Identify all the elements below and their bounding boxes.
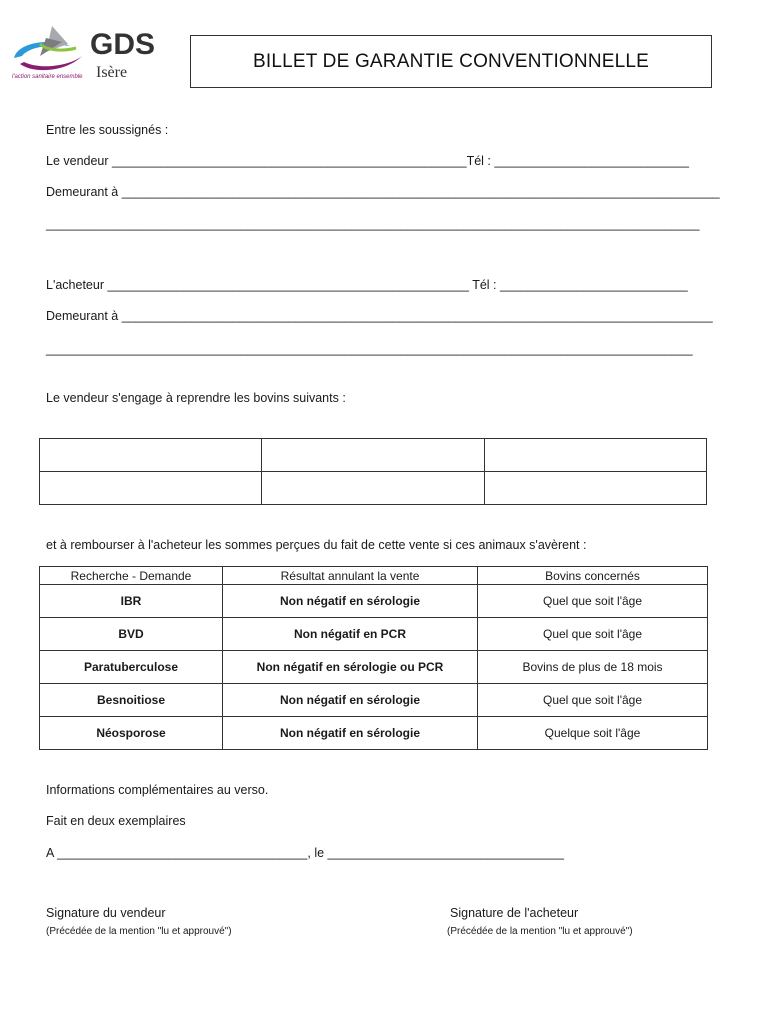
conditions-table: [39, 566, 708, 750]
table-header-row: [40, 567, 708, 585]
buyer-signature-note: (Précédée de la mention "lu et approuvé"): [447, 926, 633, 937]
engagement-text: Le vendeur s'engage à reprendre les bovins suivants :: [46, 391, 346, 405]
title-box: [190, 35, 712, 88]
table-row: [40, 585, 708, 618]
test-scope: Bovins de plus de 18 mois: [478, 651, 708, 684]
test-result: Non négatif en sérologie: [223, 717, 478, 750]
seller-signature-label: Signature du vendeur: [46, 906, 166, 920]
test-result: Non négatif en sérologie: [223, 684, 478, 717]
table-row: [40, 618, 708, 651]
info-text: Informations complémentaires au verso.: [46, 783, 269, 797]
intro-text: Entre les soussignés :: [46, 123, 169, 137]
buyer-address-cont[interactable]: _____________________________________________________________________________________________: [46, 342, 693, 356]
test-name: Néosporose: [40, 717, 223, 750]
table-row: [40, 684, 708, 717]
test-name: Paratuberculose: [40, 651, 223, 684]
table-row: [40, 439, 707, 472]
refund-text: et à rembourser à l'acheteur les sommes perçues du fait de cette vente si ces animaux s'avèrent :: [46, 538, 587, 552]
page-title: BILLET DE GARANTIE CONVENTIONNELLE: [252, 50, 650, 72]
table-cell[interactable]: [484, 439, 706, 472]
seller-line[interactable]: Le vendeur ___________________________________________________Tél : ____________________________: [46, 154, 690, 168]
animals-table: [39, 438, 707, 505]
logo-brand: GDS: [90, 28, 156, 61]
logo-tagline: l'action sanitaire ensemble: [12, 74, 83, 80]
column-header: Résultat annulant la vente: [223, 567, 478, 585]
table-cell[interactable]: [262, 439, 484, 472]
table-row: [40, 651, 708, 684]
table-row: [40, 717, 708, 750]
test-scope: Quel que soit l'âge: [478, 684, 708, 717]
table-row: [40, 472, 707, 505]
test-name: BVD: [40, 618, 223, 651]
column-header: Bovins concernés: [478, 567, 708, 585]
seller-address-cont[interactable]: ______________________________________________________________________________________________: [46, 217, 700, 231]
test-result: Non négatif en sérologie ou PCR: [223, 651, 478, 684]
test-scope: Quelque soit l'âge: [478, 717, 708, 750]
table-cell[interactable]: [40, 472, 262, 505]
logo-region: Isère: [96, 64, 128, 81]
seller-address[interactable]: Demeurant à ______________________________________________________________________________________: [46, 185, 720, 199]
buyer-line[interactable]: L'acheteur ____________________________________________________ Tél : ___________________________: [46, 278, 688, 292]
copies-text: Fait en deux exemplaires: [46, 814, 186, 828]
test-result: Non négatif en PCR: [223, 618, 478, 651]
seller-signature-note: (Précédée de la mention "lu et approuvé"): [46, 926, 232, 937]
test-scope: Quel que soit l'âge: [478, 618, 708, 651]
buyer-address[interactable]: Demeurant à _____________________________________________________________________________________: [46, 309, 713, 323]
test-name: IBR: [40, 585, 223, 618]
gds-logo: [10, 22, 170, 86]
test-scope: Quel que soit l'âge: [478, 585, 708, 618]
column-header: Recherche - Demande: [40, 567, 223, 585]
place-date-line[interactable]: A ____________________________________, le __________________________________: [46, 846, 564, 860]
test-result: Non négatif en sérologie: [223, 585, 478, 618]
table-cell[interactable]: [40, 439, 262, 472]
table-cell[interactable]: [262, 472, 484, 505]
buyer-signature-label: Signature de l'acheteur: [450, 906, 579, 920]
table-cell[interactable]: [484, 472, 706, 505]
test-name: Besnoitiose: [40, 684, 223, 717]
